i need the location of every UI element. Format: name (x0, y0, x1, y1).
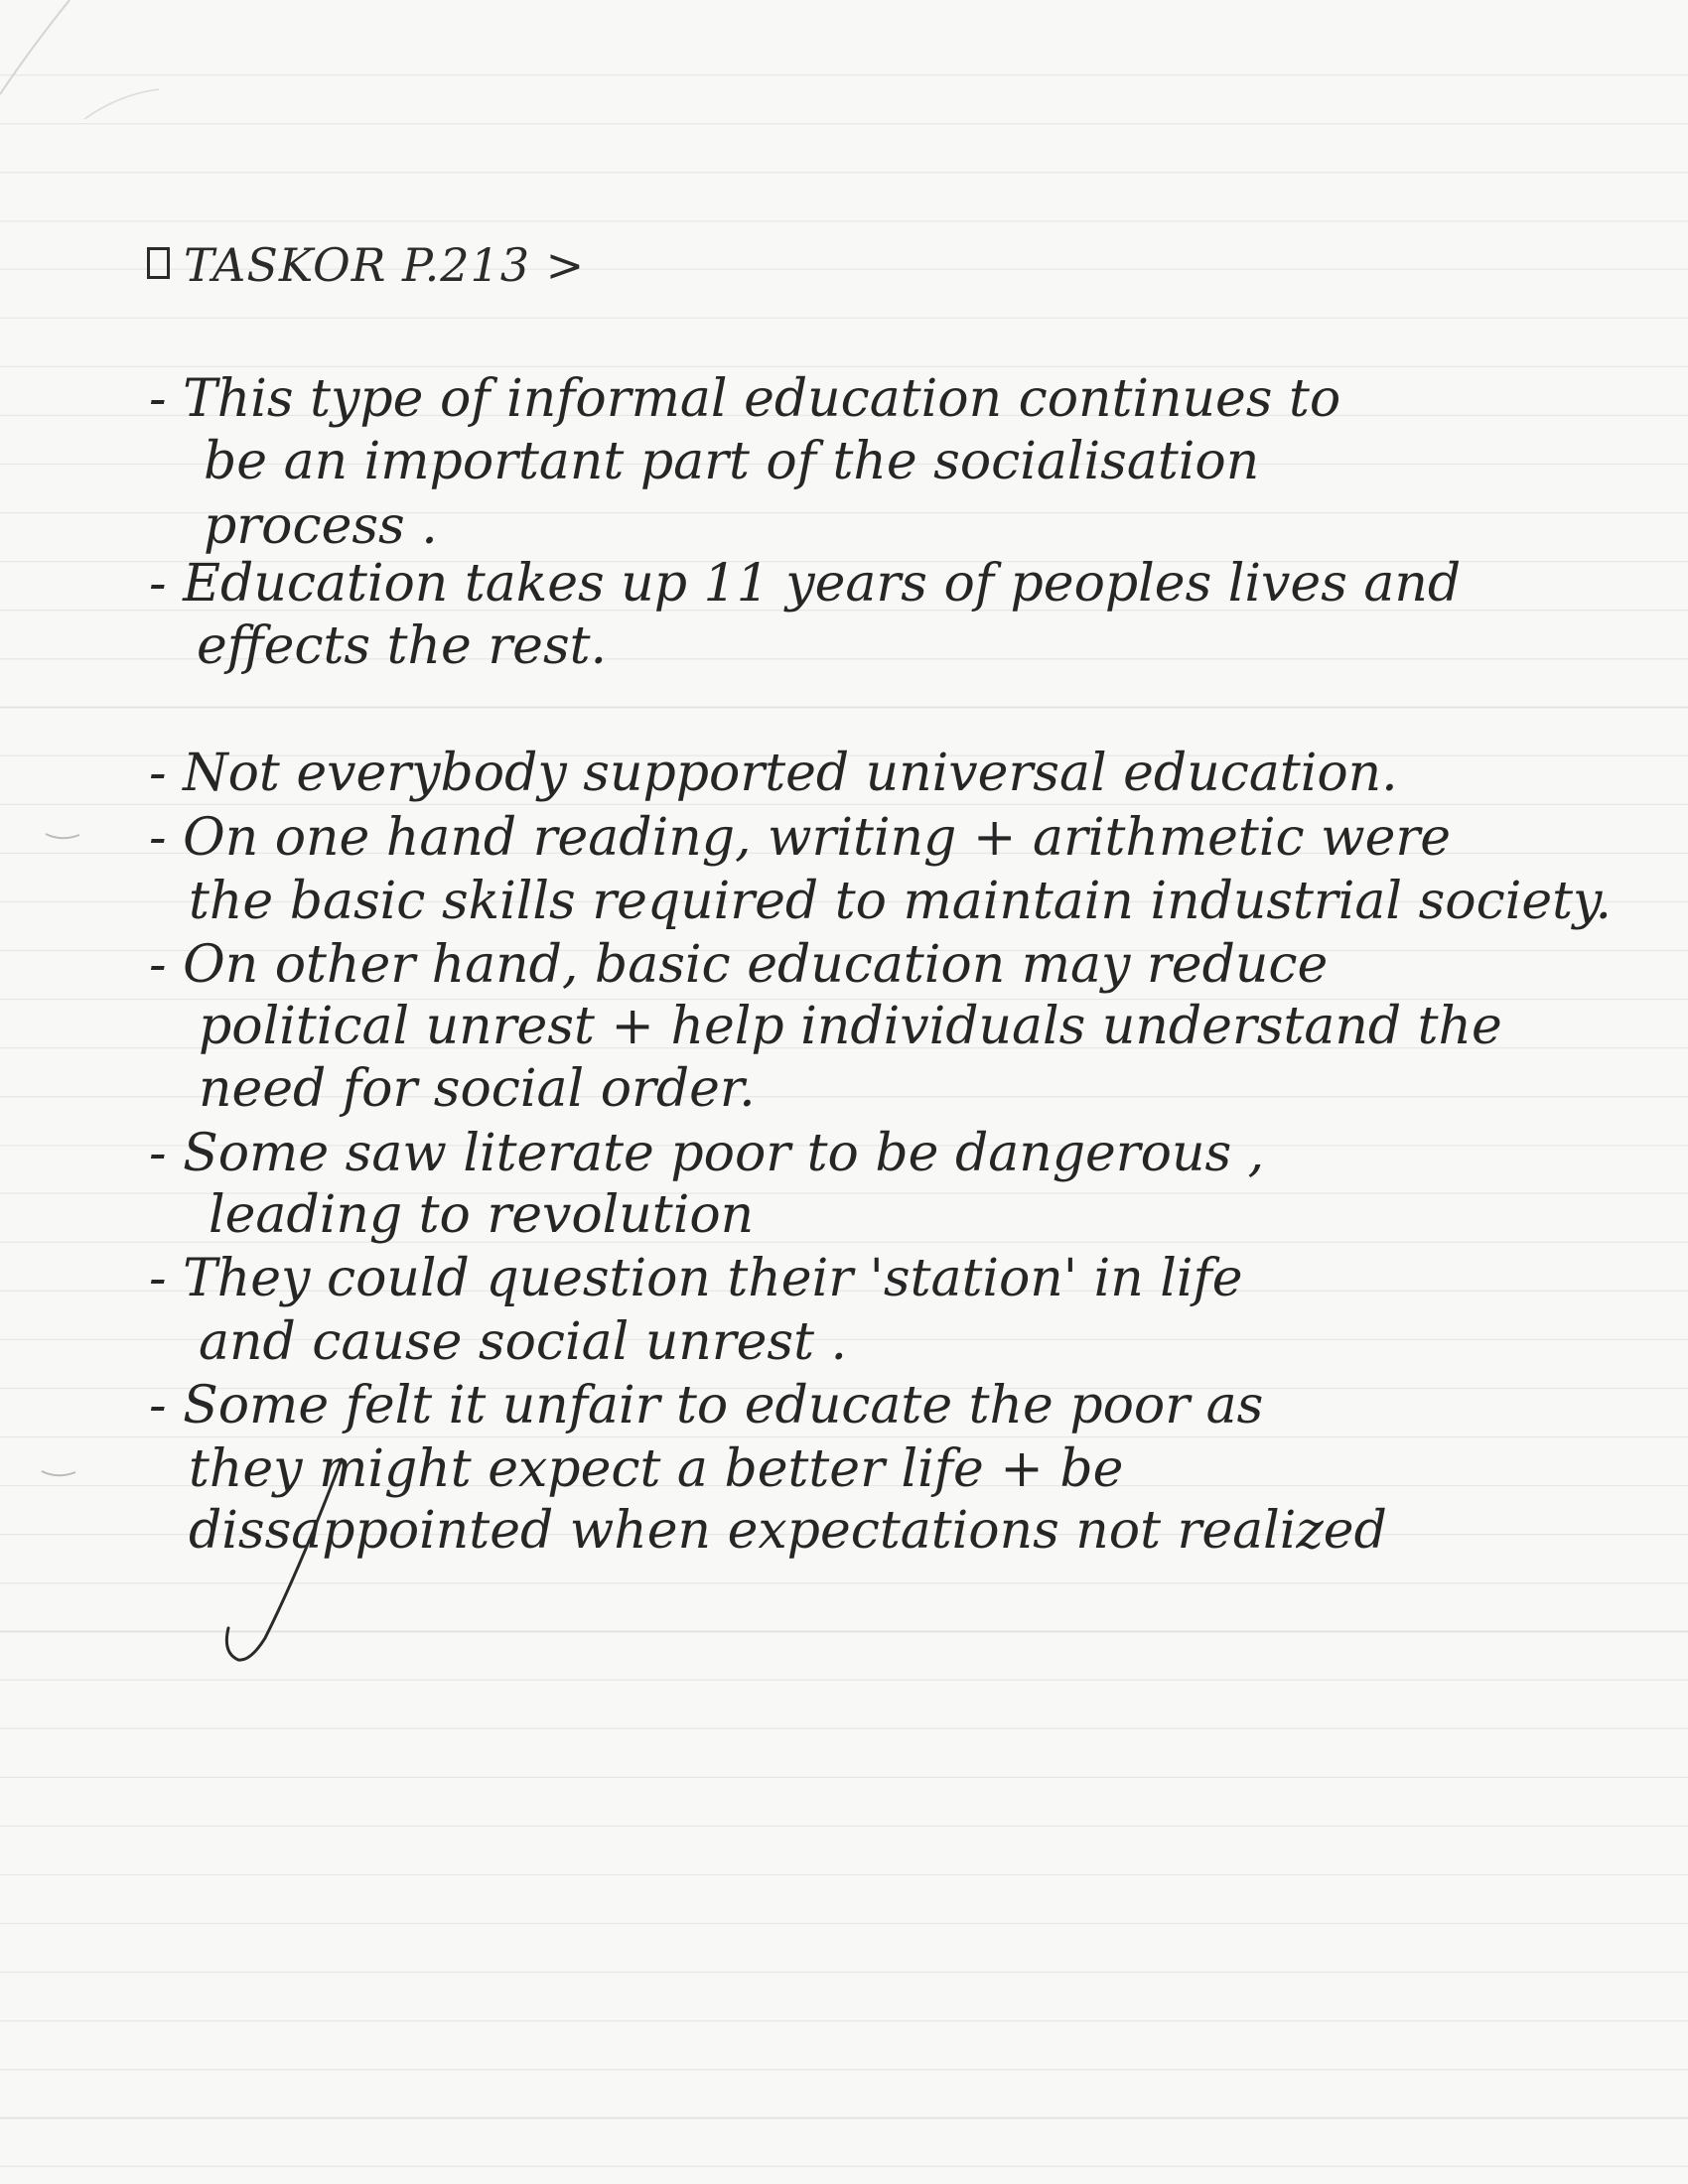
heading-text: TASKOR P.213 > (184, 238, 586, 292)
note-line: dissappointed when expectations not realized (189, 1501, 1387, 1561)
note-line: political unrest + help individuals understand the (199, 997, 1502, 1056)
note-line: and cause social unrest . (199, 1312, 848, 1372)
note-line: they might expect a better life + be (189, 1439, 1124, 1499)
note-line: - Not everybody supported universal education. (149, 744, 1398, 803)
page-reference-heading (147, 238, 585, 292)
note-line: - Some felt it unfair to educate the poor as (149, 1376, 1264, 1435)
note-line: leading to revolution (209, 1185, 755, 1245)
note-line: the basic skills required to maintain industrial society. (189, 872, 1612, 931)
margin-mark (44, 830, 83, 844)
note-line: - On one hand reading, writing + arithmetic were (149, 808, 1452, 868)
note-line: - Education takes up 11 years of peoples lives and (149, 554, 1462, 614)
checkmark-icon (220, 1449, 350, 1668)
note-line: need for social order. (199, 1059, 756, 1119)
note-line: be an important part of the socialisation (204, 432, 1260, 491)
note-line: - This type of informal education continues to (149, 369, 1341, 429)
note-line: process . (204, 496, 438, 556)
note-line: - Some saw literate poor to be dangerous , (149, 1124, 1265, 1183)
note-line: - On other hand, basic education may reduce (149, 935, 1329, 995)
checkbox-square-icon (147, 247, 170, 279)
note-line: effects the rest. (197, 616, 608, 676)
margin-mark (40, 1467, 79, 1481)
note-line: - They could question their 'station' in life (149, 1249, 1243, 1308)
folded-corner-crease (0, 0, 218, 159)
